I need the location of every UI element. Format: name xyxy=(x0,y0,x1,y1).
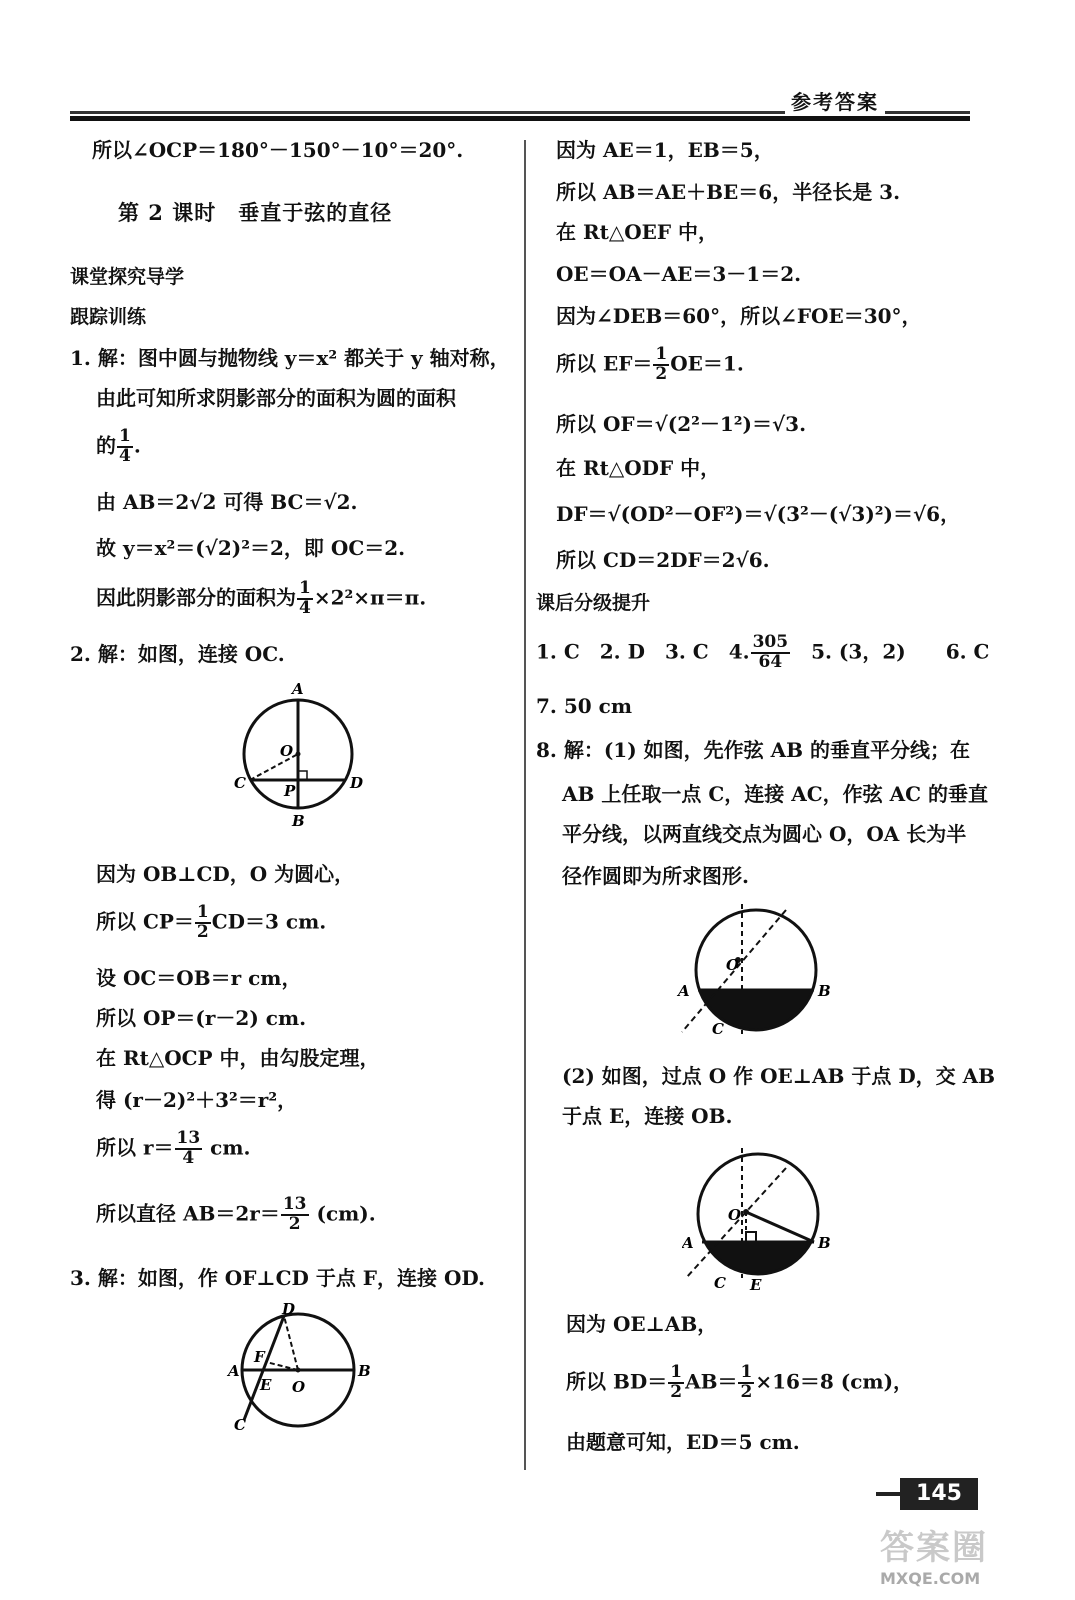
point-label: A xyxy=(682,1234,694,1252)
point-label: C xyxy=(712,1020,724,1038)
text-line: 故 y＝x²＝(√2)²＝2，即 OC＝2. xyxy=(96,536,406,560)
point-label: A xyxy=(292,682,304,698)
text-line: 1. C 2. D 3. C 4. $\frac{305}{64}$ 5. (3，2) 6. C xyxy=(536,632,990,672)
text-line: 平分线，以两直线交点为圆心 O，OA 长为半 xyxy=(562,822,967,846)
text-line: 所以 OP＝(r－2) cm. xyxy=(96,1006,307,1030)
text-line: 在 Rt△OCP 中，由勾股定理， xyxy=(96,1046,380,1070)
point-label: O xyxy=(726,956,740,974)
point-label: B xyxy=(818,982,831,1000)
text-line: 因此阴影部分的面积为 $\frac{1}{4}$ ×2²×π＝π. xyxy=(96,578,427,618)
text-line: 所以 CD＝2DF＝2√6. xyxy=(556,548,770,572)
point-label: P xyxy=(284,782,296,800)
text-line: 3. 解：如图，作 OF⊥CD 于点 F，连接 OD. xyxy=(70,1266,485,1290)
figure-circle-diameter xyxy=(226,1302,376,1432)
point-label: C xyxy=(234,1416,246,1432)
text-line: 在 Rt△ODF 中， xyxy=(556,456,721,480)
figure-circle-perpendicular xyxy=(682,1148,842,1298)
fraction: $\frac{13}{4}$ xyxy=(176,1128,201,1168)
point-label: C xyxy=(714,1274,726,1292)
point-label: O xyxy=(292,1378,306,1396)
fraction: $\frac{1}{2}$ xyxy=(655,344,668,384)
watermark xyxy=(880,1520,1060,1590)
fraction: $\frac{1}{4}$ xyxy=(299,578,311,618)
watermark-url: MXQE.COM xyxy=(880,1569,981,1588)
text-line: 由题意可知，ED＝5 cm. xyxy=(566,1430,800,1454)
text-line: 设 OC＝OB＝r cm， xyxy=(96,966,302,990)
point-label: D xyxy=(350,774,364,792)
fraction: $\frac{13}{2}$ xyxy=(282,1194,307,1234)
fraction: $\frac{1}{2}$ xyxy=(196,902,209,942)
text-line: 1. 解：图中圆与抛物线 y＝x² 都关于 y 轴对称， xyxy=(70,346,510,370)
point-label: B xyxy=(358,1362,371,1380)
watermark-logo: 答案圈 xyxy=(880,1528,988,1568)
text-line: AB 上任取一点 C，连接 AC，作弦 AC 的垂直 xyxy=(562,782,989,806)
page-number: 145 xyxy=(900,1478,978,1510)
point-label: O xyxy=(280,742,294,760)
point-label: O xyxy=(728,1206,742,1224)
text-line: 所以∠OCP＝180°－150°－10°＝20°. xyxy=(92,138,464,162)
text-line: 于点 E，连接 OB. xyxy=(562,1104,733,1128)
text-line: 8. 解：(1) 如图，先作弦 AB 的垂直平分线；在 xyxy=(536,738,970,762)
text-line: 所以 AB＝AE＋BE＝6，半径长是 3. xyxy=(556,180,901,204)
section-heading: 跟踪训练 xyxy=(70,306,147,328)
text-line: 所以直径 AB＝2r＝ $\frac{13}{2}$ (cm). xyxy=(96,1194,376,1234)
text-line: 所以 EF＝ $\frac{1}{2}$ OE＝1. xyxy=(556,344,744,384)
text-line: 因为 OE⊥AB， xyxy=(566,1312,718,1336)
lesson-title: 第 2 课时 垂直于弦的直径 xyxy=(118,200,393,225)
point-label: A xyxy=(678,982,690,1000)
column-divider xyxy=(524,140,526,1470)
section-heading: 课后分级提升 xyxy=(536,592,651,614)
fraction: $\frac{1}{4}$ xyxy=(119,426,131,466)
fraction: $\frac{1}{2}$ xyxy=(740,1362,753,1402)
point-label: B xyxy=(818,1234,831,1252)
text-line: 因为 OB⊥CD，O 为圆心， xyxy=(96,862,355,886)
fraction: $\frac{305}{64}$ xyxy=(752,632,789,672)
point-label: D xyxy=(282,1302,296,1318)
text-line: OE＝OA－AE＝3－1＝2. xyxy=(556,262,802,286)
point-label: B xyxy=(292,812,305,830)
point-label: E xyxy=(260,1376,272,1394)
point-label: F xyxy=(254,1348,265,1366)
point-label: E xyxy=(750,1276,762,1294)
text-line: 2. 解：如图，连接 OC. xyxy=(70,642,285,666)
text-line: 所以 CP＝ $\frac{1}{2}$ CD＝3 cm. xyxy=(96,902,327,942)
text-line: 所以 r＝ $\frac{13}{4}$ cm. xyxy=(96,1128,251,1168)
point-label: A xyxy=(228,1362,240,1380)
text-line: 径作圆即为所求图形. xyxy=(562,864,749,888)
text-line: 由此可知所求阴影部分的面积为圆的面积 xyxy=(96,386,456,410)
text-line: 由 AB＝2√2 可得 BC＝√2. xyxy=(96,490,358,514)
text-line: 因为 AE＝1，EB＝5， xyxy=(556,138,774,162)
text-line: 的 $\frac{1}{4}$ . xyxy=(96,426,141,466)
text-line: 所以 OF＝√(2²－1²)＝√3. xyxy=(556,412,807,436)
text-line: 得 (r－2)²＋3²＝r²， xyxy=(96,1088,298,1112)
text-line: 因为∠DEB＝60°，所以∠FOE＝30°， xyxy=(556,304,922,328)
section-heading: 课堂探究导学 xyxy=(70,266,185,288)
header-title: 参考答案 xyxy=(785,86,885,115)
text-line: 所以 BD＝ $\frac{1}{2}$ AB＝ $\frac{1}{2}$ ×16＝8 (cm)， xyxy=(566,1362,914,1402)
figure-circle-construction xyxy=(676,904,836,1054)
text-line: DF＝√(OD²－OF²)＝√(3²－(√3)²)＝√6， xyxy=(556,502,961,526)
figure-circle-chord xyxy=(228,682,368,832)
text-line: 7. 50 cm xyxy=(536,694,632,718)
text-line: (2) 如图，过点 O 作 OE⊥AB 于点 D，交 AB xyxy=(562,1064,996,1088)
fraction: $\frac{1}{2}$ xyxy=(670,1362,683,1402)
point-label: C xyxy=(234,774,246,792)
text-line: 在 Rt△OEF 中， xyxy=(556,220,719,244)
